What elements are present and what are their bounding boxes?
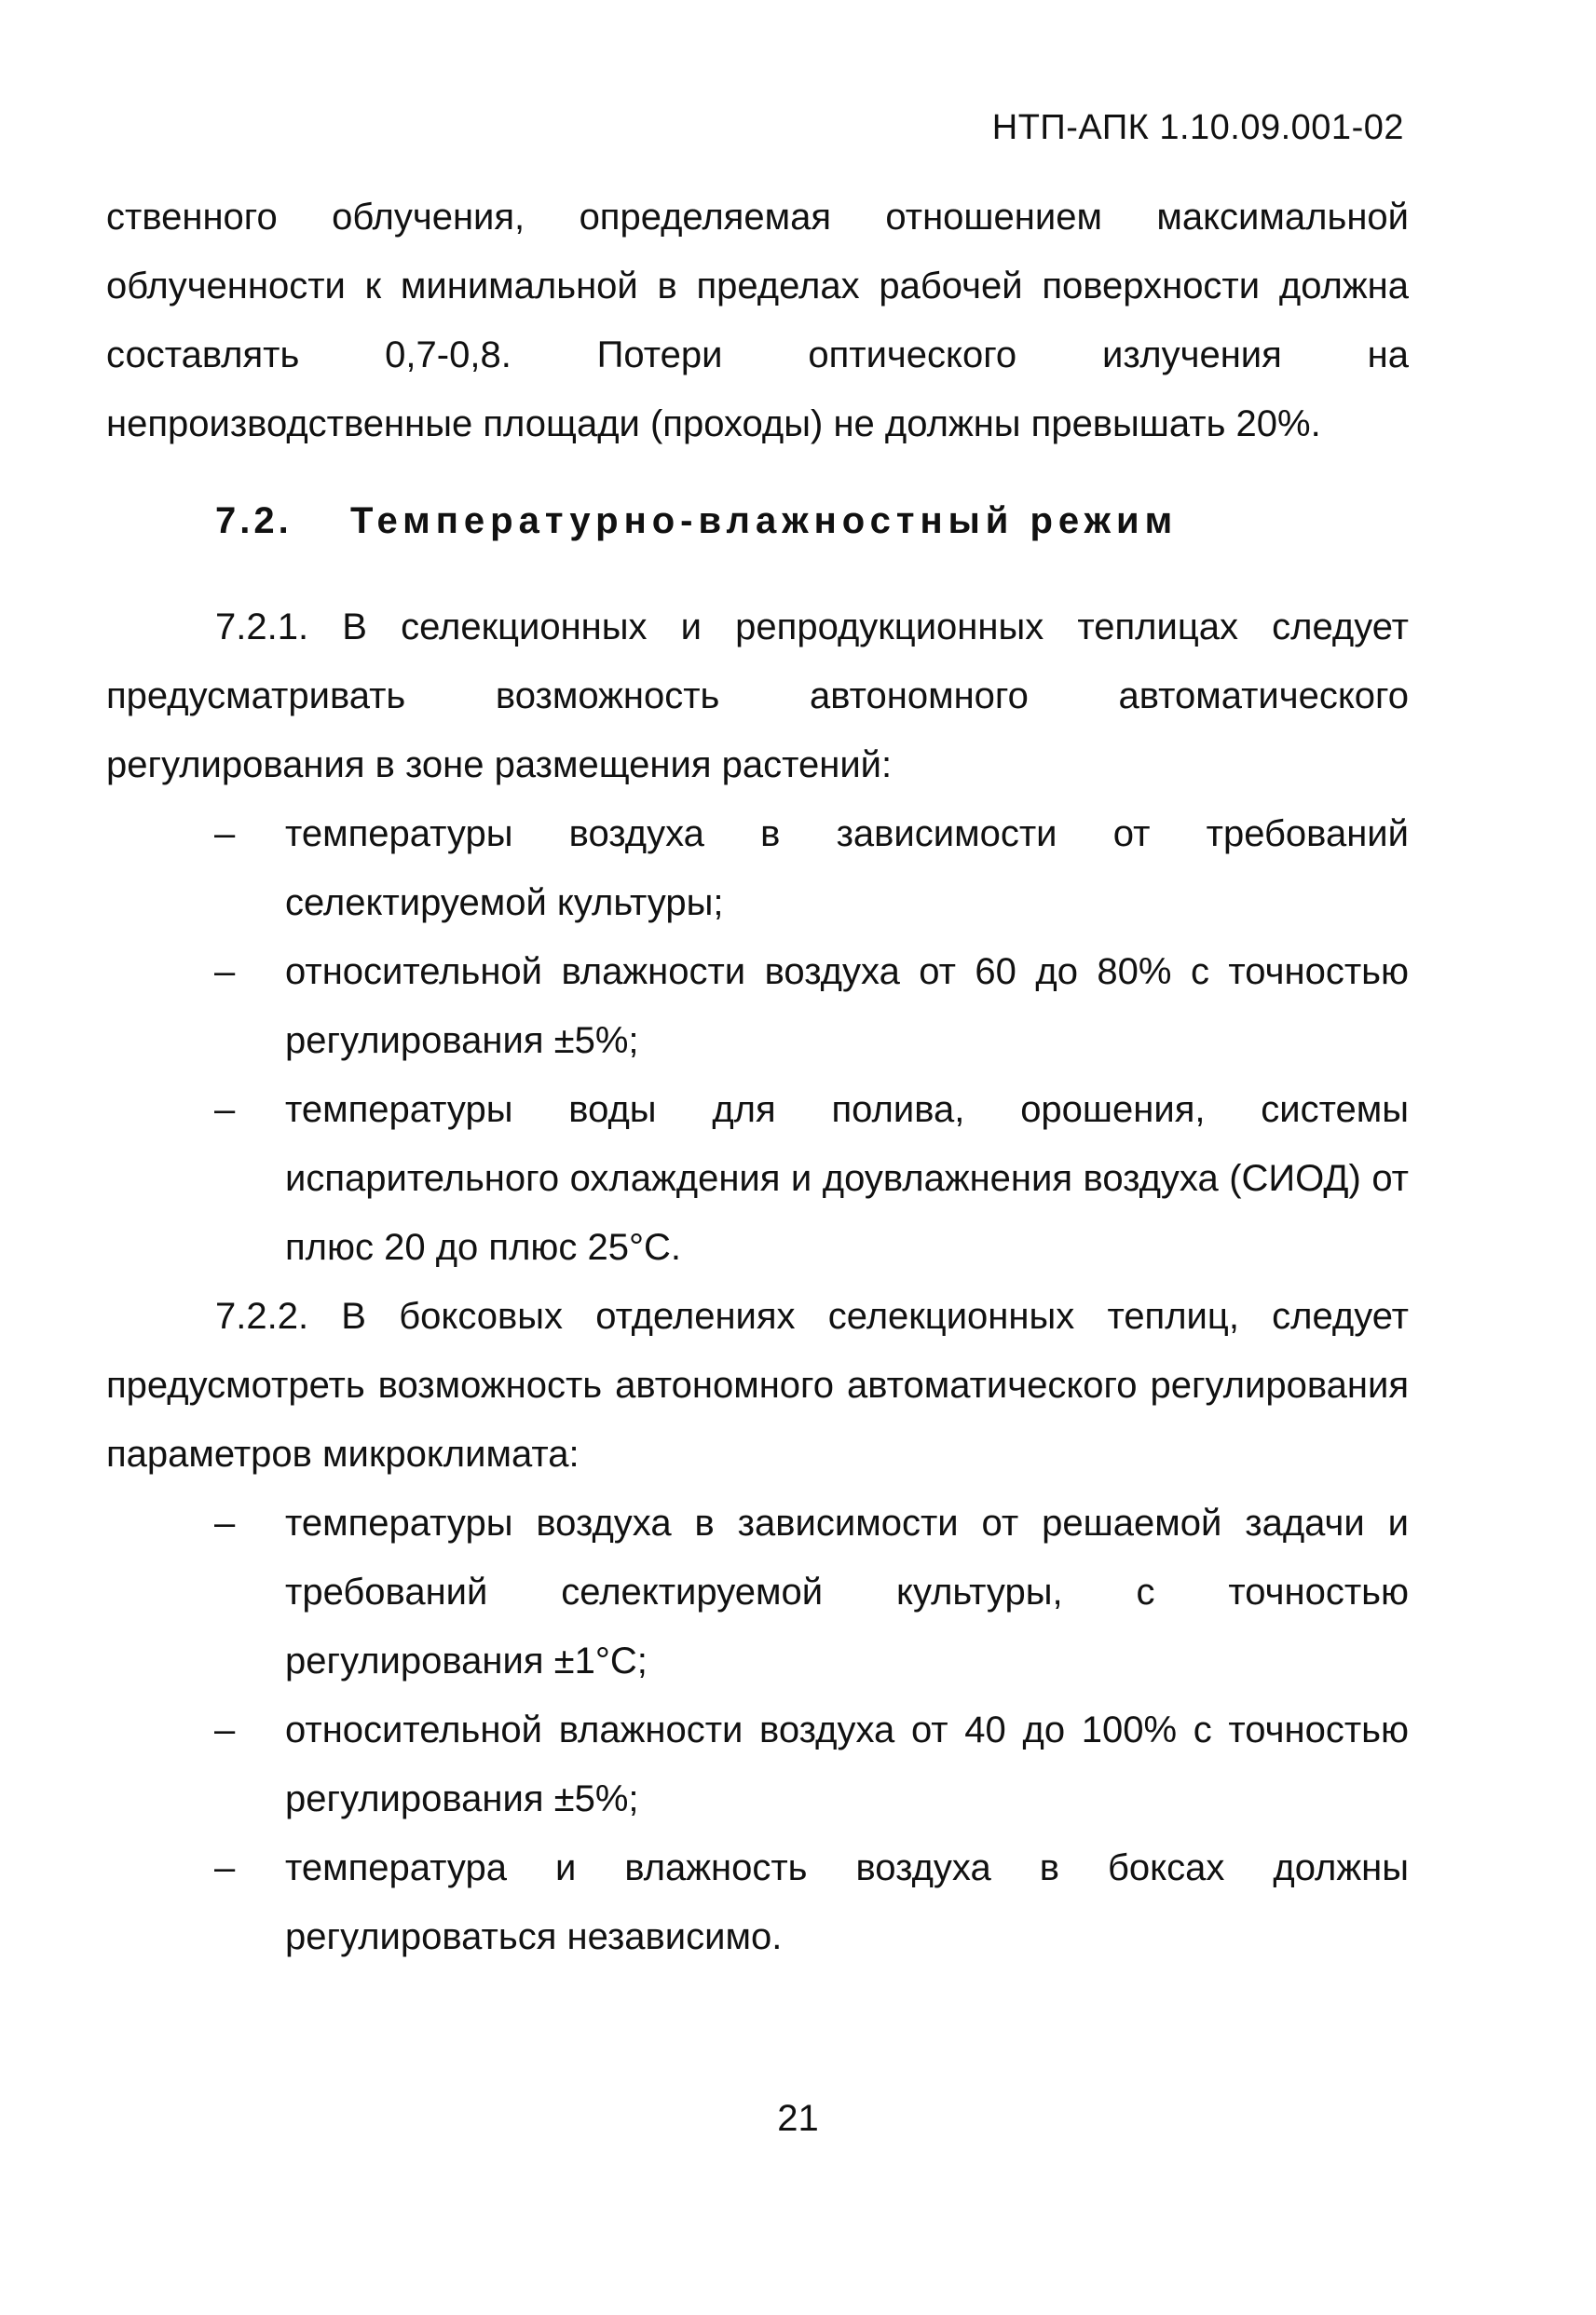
document-code: НТП-АПК 1.10.09.001-02 [991,108,1404,147]
list-item-text: температуры воздуха в зависимости от требований селектируемой культуры; [285,813,1409,923]
intro-block [106,183,1409,458]
list-item-text: температура и влажность воздуха в боксах должны регулироваться независимо. [285,1847,1409,1957]
page-number: 21 [777,2098,819,2139]
list-item-text: температуры воздуха в зависимости от решаемой задачи и требований селектируемой культуры, с точностью регулирования ±1°С; [285,1503,1409,1682]
list-item [106,1489,1409,1695]
intro-paragraph: ственного облучения, определяемая отношением максимальной облученности к минимальной в пределах рабочей поверхности должна составлять 0,7-0,8. Потери оптического излучения на непроизводственные площади (проходы) не должны превышать 20%. [106,197,1409,444]
clause-7-2-1-list [106,799,1409,1282]
list-dash: – [214,1709,236,1750]
list-item [106,937,1409,1075]
section-title: Температурно-влажностный режим [350,500,1179,541]
section-heading [215,500,1178,542]
list-dash: – [214,951,236,992]
list-item-text: относительной влажности воздуха от 60 до 80% с точностью регулирования ±5%; [285,951,1409,1061]
section-number: 7.2. [215,500,293,541]
list-dash: – [214,813,236,854]
list-item-text: относительной влажности воздуха от 40 до 100% с точностью регулирования ±5%; [285,1709,1409,1819]
clause-7-2-2-list [106,1489,1409,1971]
list-item [106,799,1409,937]
list-dash: – [214,1503,236,1544]
list-item [106,1833,1409,1971]
list-dash: – [214,1847,236,1888]
list-dash: – [214,1089,236,1130]
clause-7-2-1: 7.2.1. В селекционных и репродукционных теплицах следует предусматривать возможность автономного автоматического регулирования в зоне размещения растений: [106,606,1409,785]
list-item-text: температуры воды для полива, орошения, системы испарительного охлаждения и доувлажнения воздуха (СИОД) от плюс 20 до плюс 25°С. [285,1089,1409,1268]
list-item [106,1075,1409,1282]
clause-7-2-2: 7.2.2. В боксовых отделениях селекционных теплиц, следует предусмотреть возможность автономного автоматического регулирования параметров микроклимата: [106,1296,1409,1475]
section-body [106,592,1409,1971]
list-item [106,1695,1409,1833]
